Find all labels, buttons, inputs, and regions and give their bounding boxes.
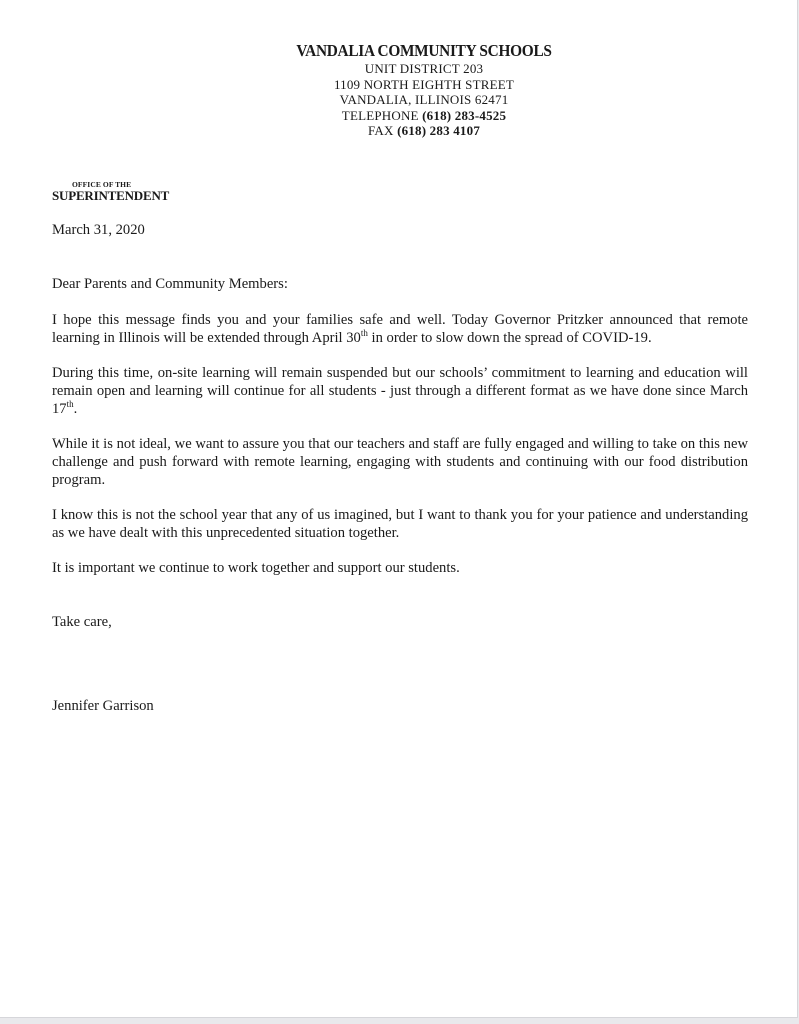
- superintendent-title: SUPERINTENDENT: [52, 188, 170, 203]
- paragraph-1: I hope this message finds you and your families safe and well. Today Governor Pritzker announced that remote learning in Illinois will be extended through April 30th in order to slow down the spread of COVID-19.: [52, 312, 748, 346]
- paragraph-4: I know this is not the school year that any of us imagined, but I want to thank you for your patience and understanding as we have dealt with this unprecedented situation together.: [52, 507, 748, 541]
- paragraph-5: It is important we continue to work together and support our students.: [52, 560, 460, 576]
- salutation: Dear Parents and Community Members:: [52, 276, 288, 292]
- signature-name: Jennifer Garrison: [52, 698, 154, 714]
- unit-district: UNIT DISTRICT 203: [364, 61, 484, 76]
- fax-label: FAX: [367, 123, 394, 138]
- fax-line: [0, 123, 798, 139]
- city-state: VANDALIA, ILLINOIS 62471: [339, 92, 509, 107]
- telephone-number: (618) 283-4525: [422, 107, 507, 123]
- paragraph-3: While it is not ideal, we want to assure you that our teachers and staff are fully engaged and willing to take on this new challenge and push forward with remote learning, engaging with students and continuing with our food distribution program.: [52, 436, 748, 488]
- org-name: VANDALIA COMMUNITY SCHOOLS: [296, 41, 552, 60]
- office-of-the-label: OFFICE OF THE: [72, 180, 132, 189]
- letterhead: [0, 41, 798, 139]
- telephone-label: TELEPHONE: [341, 107, 419, 123]
- office-of-superintendent: [52, 180, 169, 203]
- letter-date: March 31, 2020: [52, 222, 145, 238]
- closing: Take care,: [52, 614, 112, 630]
- telephone-line: [0, 108, 798, 124]
- fax-number: (618) 283 4107: [397, 123, 481, 138]
- paragraph-2: During this time, on-site learning will remain suspended but our schools’ commitment to learning and education will remain open and learning will continue for all students - just through a different format as we have done since March 17th.: [52, 365, 748, 417]
- street-address: 1109 NORTH EIGHTH STREET: [333, 76, 515, 92]
